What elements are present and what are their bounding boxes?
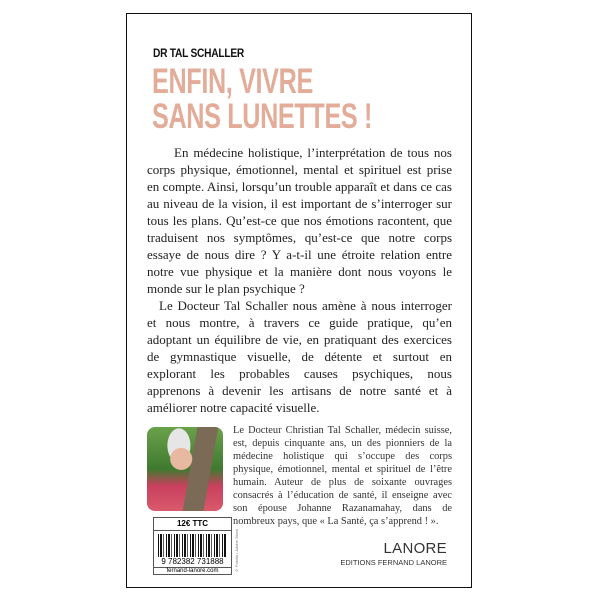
blurb-paragraph-1: En médecine holistique, l’interprétation de tous nos corps physique, émotionnel, mental et spirituel est prise en compte. Ainsi, lorsqu’un trouble apparaît et dans ce cas au niveau de la vision, il est important de s’interroger sur tous les plans. Qu’est-ce que nos émotions racontent, que traduisent nos symptômes, qu’est-ce que notre corps essaye de nous dire ? Y a-t-il une étroite relation entre notre vue physique et la manière dont nous voyons le monde sur le plan psychique ? xyxy=(147,145,452,296)
author-name: DR TAL SCHALLER xyxy=(153,46,245,60)
title-line-2: SANS LUNETTES ! xyxy=(152,97,373,136)
author-section xyxy=(147,424,452,528)
website: fernand-lanore.com xyxy=(154,567,231,575)
publisher xyxy=(340,540,447,567)
blurb xyxy=(147,144,452,416)
title-line-1: ENFIN, VIVRE xyxy=(152,62,313,101)
publisher-logo: LANORE xyxy=(383,540,447,557)
author-bio: Le Docteur Christian Tal Schaller, médecin suisse, est, depuis cinquante ans, un des pionniers de la médecine holistique qui s’occupe des corps physique, émotionnel, mental et spirituel de l’être humain. Auteur de plus de soixante ouvrages consacrés à l’éducation de santé, il enseigne avec son épouse Johanne Razanamahay, dans de nombreux pays, que « La Santé, ça s’apprend ! ». xyxy=(233,425,452,527)
isbn: 9 782382 731888 xyxy=(161,557,224,566)
barcode-icon xyxy=(158,534,227,557)
book-back-cover xyxy=(126,13,472,588)
photo-credit: © Fotolia • Adobe Stock xyxy=(234,528,239,573)
main-content xyxy=(147,144,452,528)
blurb-paragraph-2: Le Docteur Tal Schaller nous amène à nous interroger et nous montre, à travers ce guide pratique, qu’en adoptant un équilibre de vie, en pratiquant des exercices de gymnastique visuelle, de détente et surtout en explorant les probables causes psychiques, nous apprenons à devenir les artisans de notre santé et à améliorer notre capacité visuelle. xyxy=(147,298,452,415)
publisher-name: EDITIONS FERNAND LANORE xyxy=(340,558,447,567)
book-title xyxy=(152,64,372,134)
price: 12€ TTC xyxy=(154,518,231,531)
author-photo xyxy=(147,427,223,511)
barcode-label xyxy=(153,517,232,575)
